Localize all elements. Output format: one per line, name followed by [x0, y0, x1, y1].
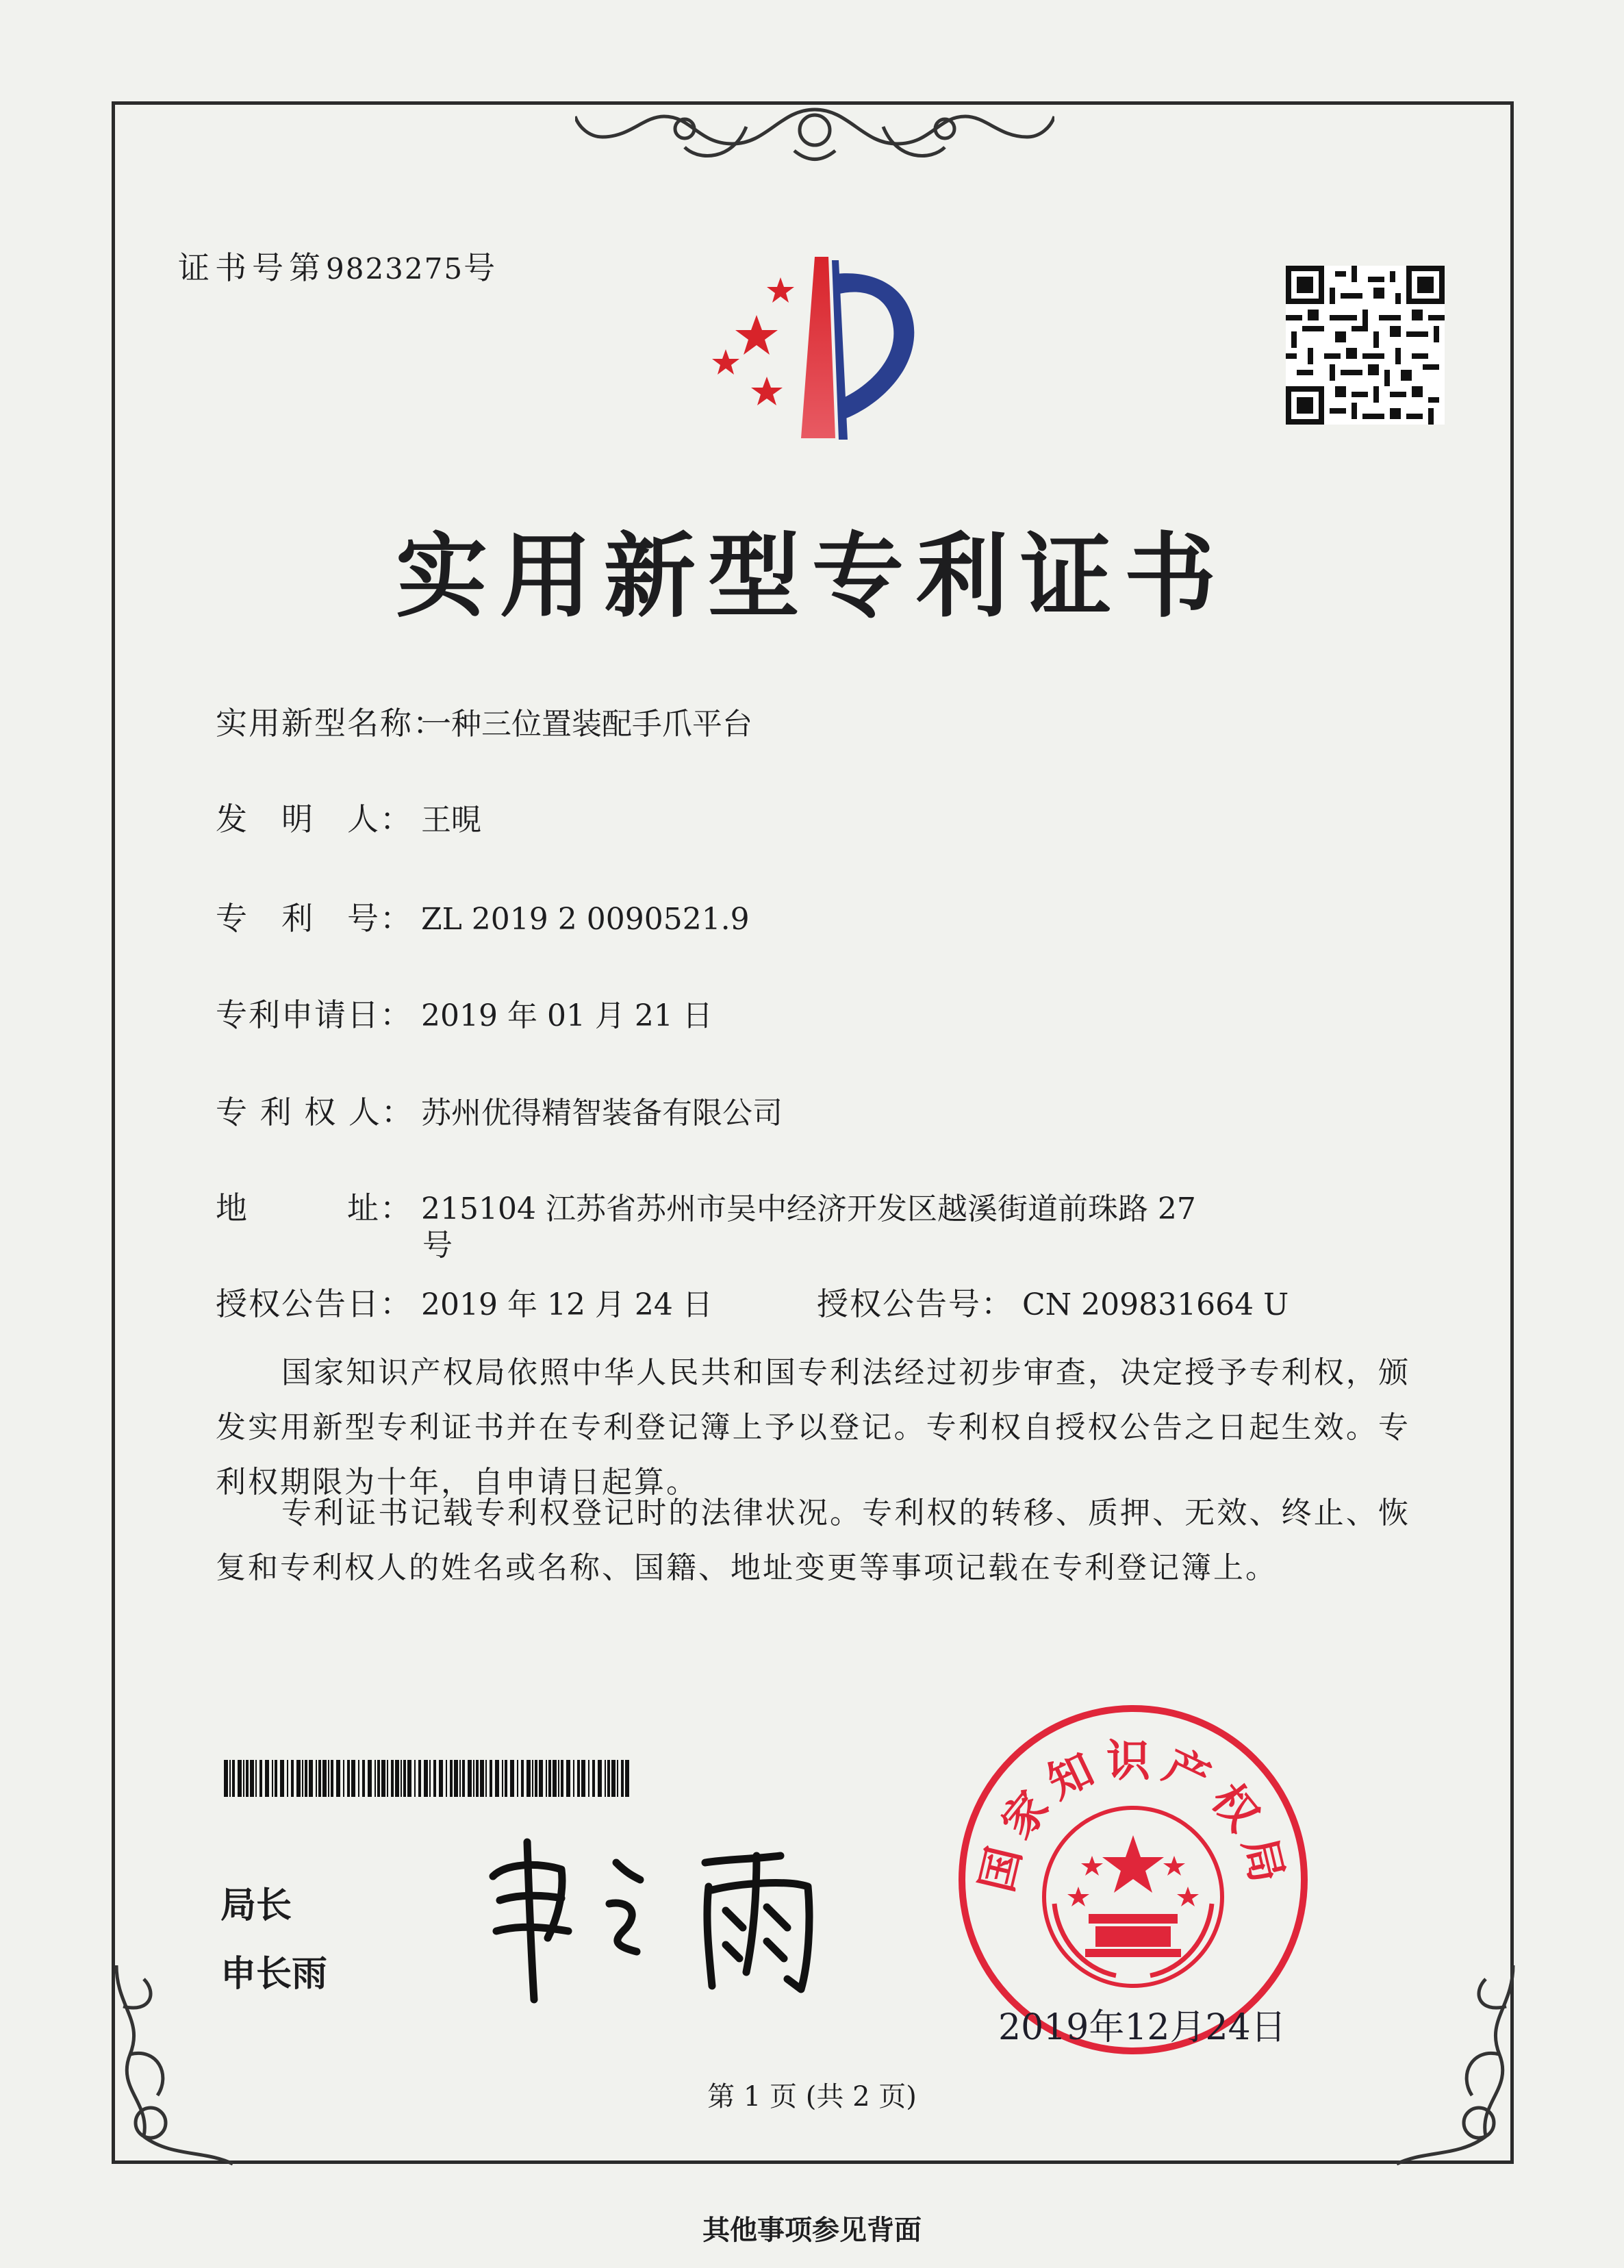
cert-number-value: 9823275 — [326, 252, 464, 286]
field-utility-model-name — [216, 698, 752, 744]
field-value: 2019 年 01 月 21 日 — [421, 998, 713, 1033]
field-address — [216, 1183, 1196, 1228]
body-paragraph-1: 国家知识产权局依照中华人民共和国专利法经过初步审查，决定授予专利权，颁发实用新型专利证书并在专利登记簿上予以登记。专利权自授权公告之日起生效。专利权期限为十年，自申请日起算。 — [216, 1355, 1410, 1500]
bottom-left-ornament — [103, 1965, 240, 2171]
field-patent-number — [216, 894, 750, 939]
field-grant-publication-number — [817, 1279, 1289, 1324]
field-inventor — [216, 794, 481, 840]
certificate-title: 实用新型专利证书 — [395, 522, 1228, 630]
barcode-icon — [224, 1760, 632, 1797]
cert-number-label: 证书号第 — [178, 249, 326, 286]
field-value: CN 209831664 U — [1022, 1287, 1289, 1322]
field-label: 地 址： — [216, 1189, 413, 1226]
field-value: 215104 江苏省苏州市吴中经济开发区越溪街道前珠路 27 — [421, 1192, 1196, 1226]
field-label: 专 利 权 人： — [216, 1094, 414, 1131]
top-ornament — [575, 96, 1054, 171]
certificate-number — [178, 243, 500, 288]
field-label: 授权公告号： — [817, 1285, 1014, 1322]
bottom-right-ornament — [1390, 1965, 1527, 2171]
field-value: 2019 年 12 月 24 日 — [421, 1287, 713, 1322]
director-signature — [479, 1835, 835, 2006]
field-patentee — [216, 1087, 783, 1133]
cnipa-logo-icon — [698, 247, 952, 452]
cert-number-suffix: 号 — [464, 249, 501, 286]
field-value: 王晛 — [421, 803, 481, 837]
field-label: 发 明 人： — [216, 801, 413, 837]
field-value: 苏州优得精智装备有限公司 — [421, 1096, 783, 1131]
field-grant-date — [216, 1279, 713, 1324]
seal-date: 2019年12月24日 — [998, 2007, 1286, 2048]
director-name: 申长雨 — [220, 1954, 328, 1995]
field-label: 授权公告日： — [216, 1285, 413, 1322]
field-filing-date — [216, 990, 713, 1035]
qr-code-icon — [1286, 266, 1445, 425]
field-label: 实用新型名称： — [216, 705, 446, 742]
seal-org-text: 国家知识产权局 — [972, 1736, 1295, 1897]
director-title: 局长 — [220, 1885, 292, 1926]
page-number: 第 1 页 (共 2 页) — [707, 2081, 917, 2113]
footer-note: 其他事项参见背面 — [702, 2214, 922, 2246]
field-value: ZL 2019 2 0090521.9 — [421, 902, 750, 937]
field-address-line2: 号 — [422, 1228, 453, 1263]
field-label: 专 利 号： — [216, 900, 413, 937]
field-value: 一种三位置装配手爪平台 — [421, 707, 752, 742]
body-paragraph-2: 专利证书记载专利权登记时的法律状况。专利权的转移、质押、无效、终止、恢复和专利权人的姓名或名称、国籍、地址变更等事项记载在专利登记簿上。 — [216, 1496, 1410, 1585]
field-label: 专利申请日： — [216, 996, 413, 1033]
